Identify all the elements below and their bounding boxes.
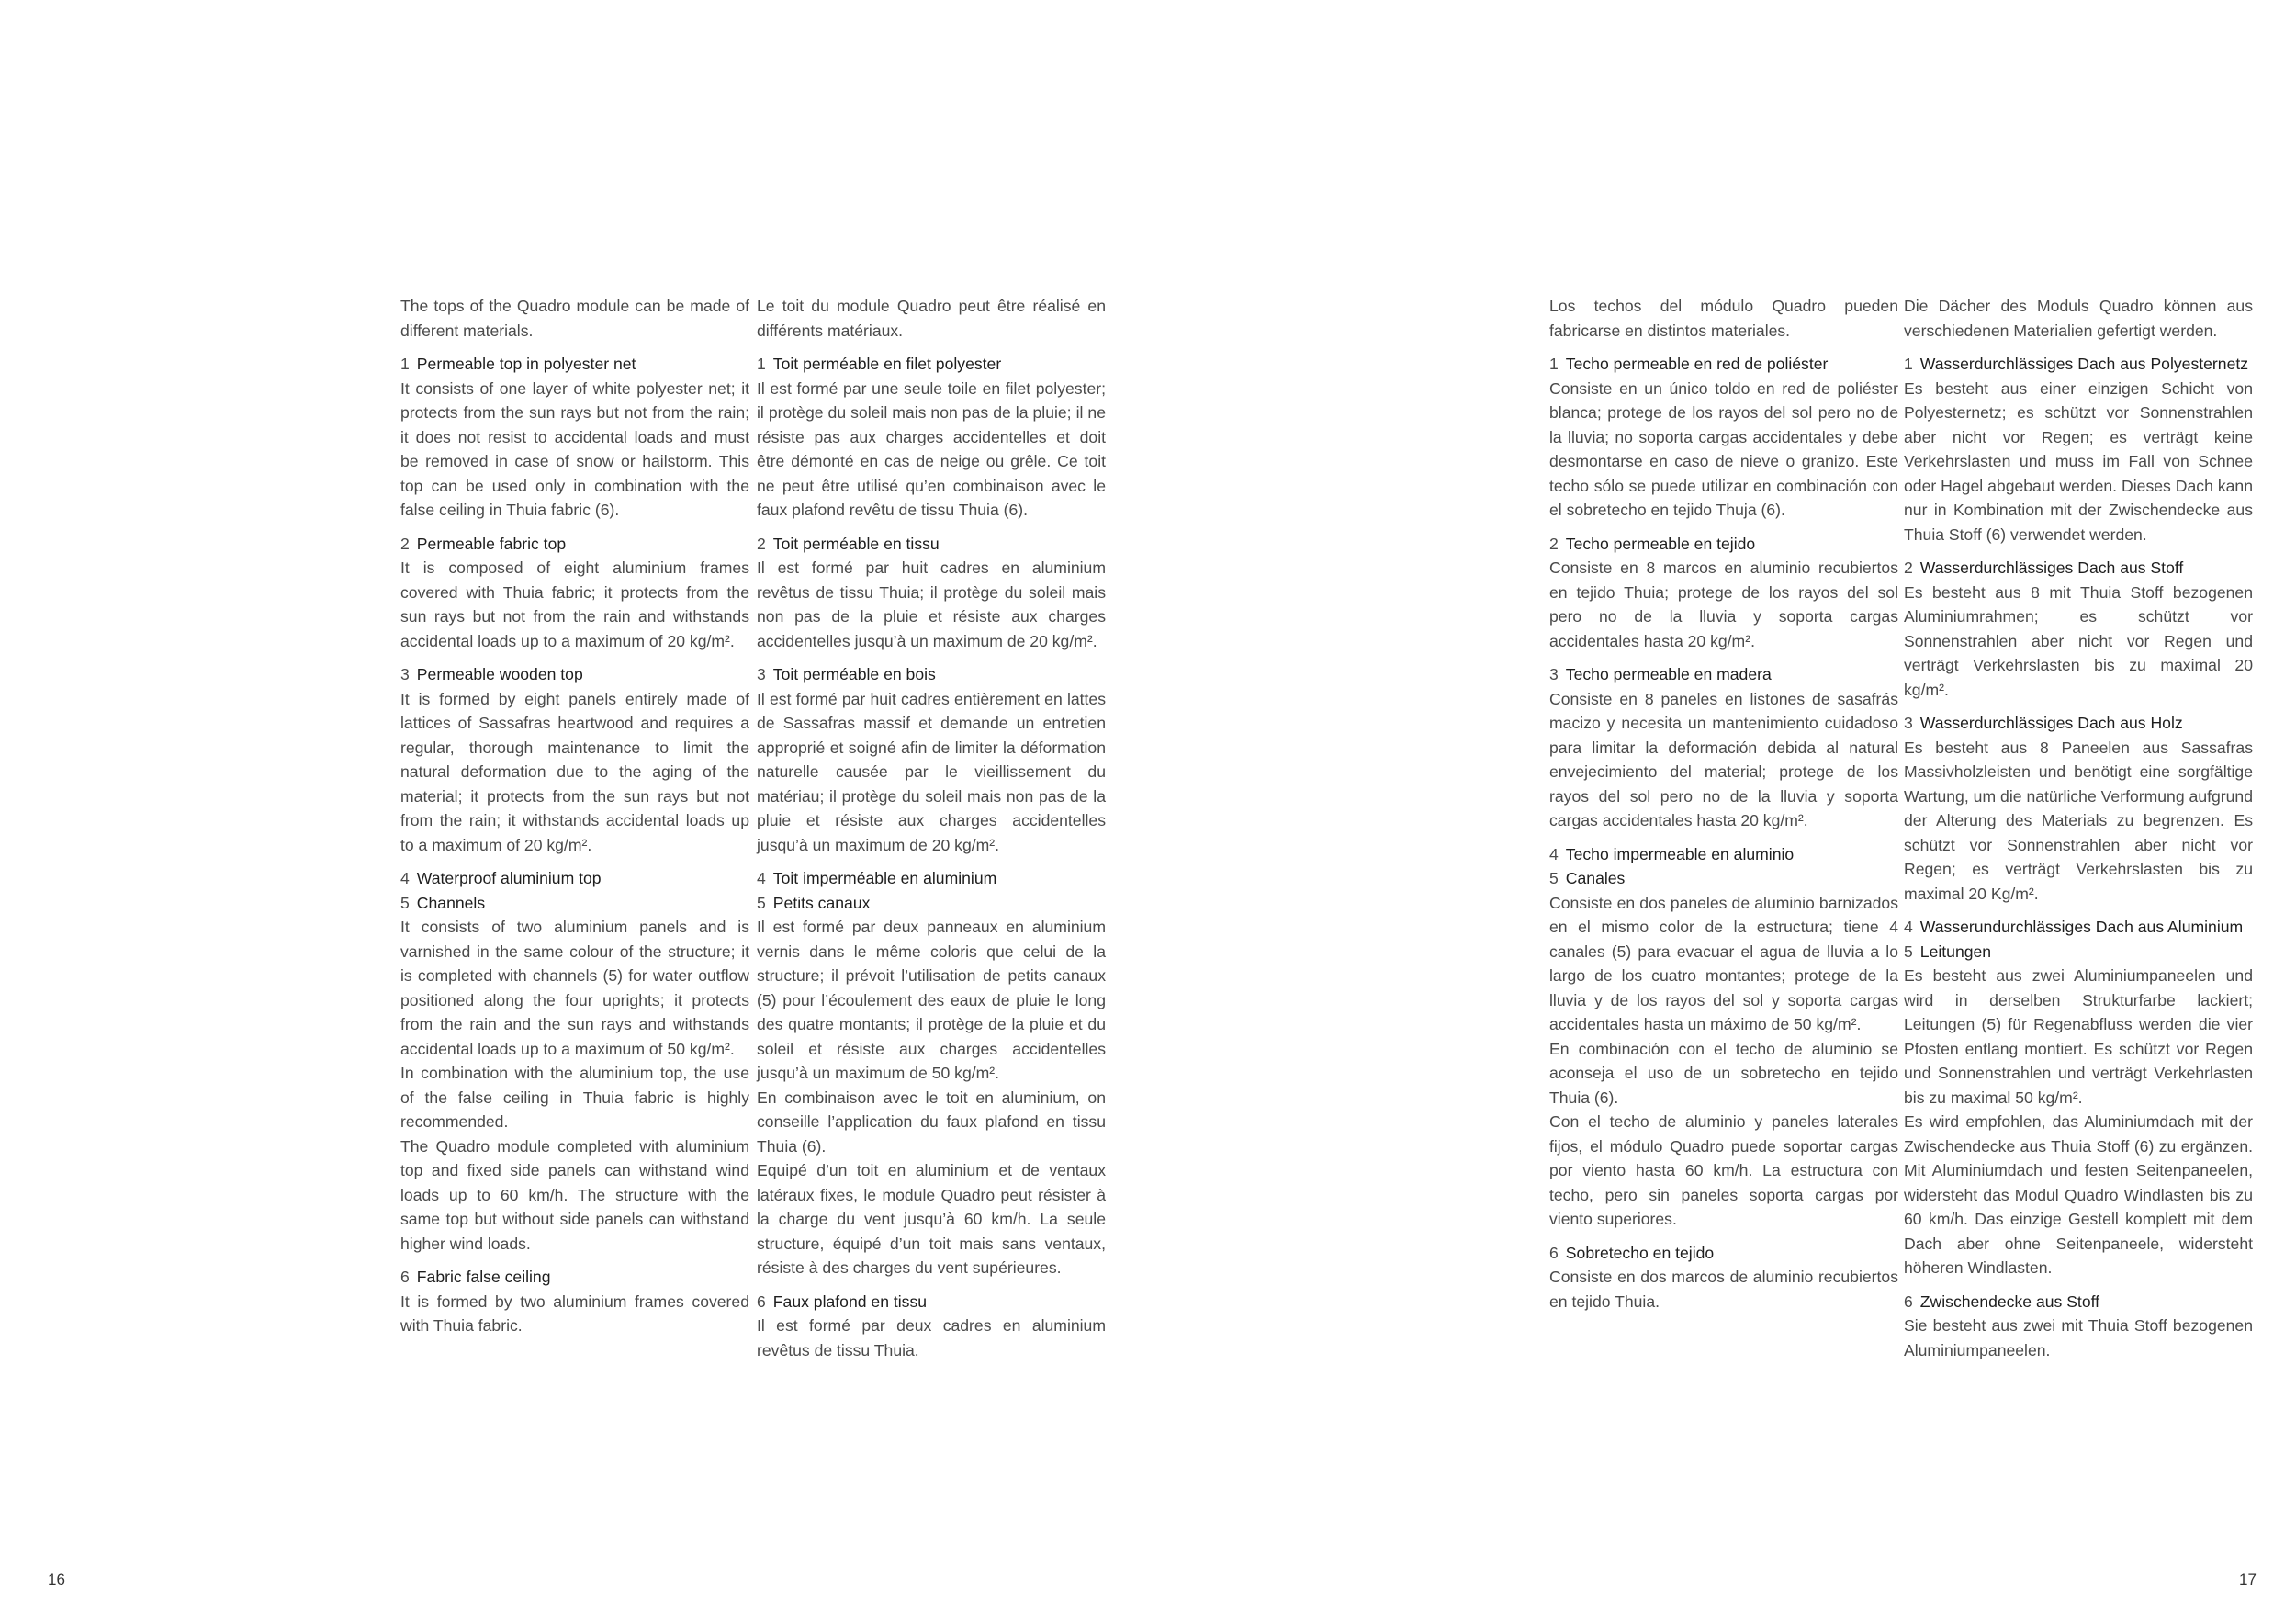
section-body: Il est formé par huit cadres entièrement en lattes de Sassafras massif et demande un entretien approprié et soigné afin de limiter la déformation naturelle causée par le vieillissement du matériau; il protège du soleil mais non pas de la pluie et résiste aux charges accidentelles jusqu’à un maximum de 20 kg/m². [757, 689, 1106, 854]
section-title: Sobretecho en tejido [1565, 1243, 1715, 1262]
section-heading [757, 662, 1106, 687]
section [757, 352, 1106, 523]
section-heading [1549, 842, 1898, 867]
section-heading [400, 891, 749, 916]
section [1549, 352, 1898, 523]
section-number: 6 [757, 1291, 766, 1311]
section-body: Es wird empfohlen, das Aluminiumdach mit der Zwischendecke aus Thuia Stoff (6) zu ergänzen. Mit Aluminiumdach und festen Seitenpaneelen, widersteht das Modul Quadro Windlasten bis zu 60 km/h. Das einzige Gestell komplett mit dem Dach aber ohne Seitenpaneele, widersteht höheren Windlasten. [1904, 1112, 2253, 1277]
section-number: 1 [1549, 355, 1559, 373]
intro-paragraph: Die Dächer des Moduls Quadro können aus verschiedenen Materialien gefertigt werden. [1904, 297, 2253, 340]
column-english [400, 294, 749, 1348]
section-heading [400, 1265, 749, 1290]
section-number: 3 [400, 665, 410, 683]
page-number-right: 17 [2239, 1571, 2257, 1588]
section-title: Wasserdurchlässiges Dach aus Holz [1919, 714, 2183, 732]
section-number: 2 [1904, 558, 1913, 577]
section-heading [1904, 556, 2253, 581]
section-number: 1 [400, 355, 410, 373]
section-title: Permeable wooden top [416, 665, 583, 683]
section-heading [757, 352, 1106, 377]
section [400, 662, 749, 857]
section-number: 6 [1549, 1243, 1559, 1262]
section [1904, 352, 2253, 547]
section [757, 532, 1106, 654]
column-french [757, 294, 1106, 1371]
section-heading [1904, 915, 2253, 940]
section-number: 6 [1904, 1291, 1913, 1311]
section-body: The Quadro module completed with aluminium top and fixed side panels can withstand wind loads up to 60 km/h. The structure with the same top but without side panels can withstand higher wind loads. [400, 1136, 749, 1253]
section-number: 5 [1549, 869, 1559, 887]
section [400, 866, 749, 1256]
section-number: 6 [400, 1268, 410, 1286]
section-title: Canales [1565, 869, 1626, 887]
section-body: Es besteht aus 8 Paneelen aus Sassafras Massivholzleisten und benötigt eine sorgfältige Wartung, um die natürliche Verformung aufgrund der Alterung des Materials zu begrenzen. Es schützt vor Sonnenstrahlen aber nicht vor Regen; es verträgt Verkehrslasten bis zu maximal 20 Kg/m². [1904, 738, 2253, 903]
section [757, 866, 1106, 1280]
section [1549, 842, 1898, 1232]
section-heading [1549, 532, 1898, 557]
section-title: Wasserundurchlässiges Dach aus Aluminium [1919, 918, 2244, 936]
section-title: Zwischendecke aus Stoff [1919, 1291, 2100, 1311]
section-heading [1549, 662, 1898, 687]
section-number: 3 [1549, 665, 1559, 683]
section [1549, 662, 1898, 833]
section-heading [1549, 352, 1898, 377]
section-heading [400, 866, 749, 891]
section-body: Consiste en 8 marcos en aluminio recubiertos en tejido Thuia; protege de los rayos del sol pero no de la lluvia y soporta cargas accidentales hasta 20 kg/m². [1549, 558, 1898, 650]
section-heading [1549, 866, 1898, 891]
section-number: 4 [1549, 844, 1559, 863]
section-title: Faux plafond en tissu [772, 1291, 928, 1311]
section [1904, 556, 2253, 702]
section-heading [400, 352, 749, 377]
section-body: Consiste en un único toldo en red de poliéster blanca; protege de los rayos del sol pero no de la lluvia; no soporta cargas accidentales y debe desmontarse en caso de nieve o granizo. Este techo sólo se puede utilizar en combinación con el sobretecho en tejido Thuja (6). [1549, 378, 1898, 519]
section-title: Waterproof aluminium top [416, 869, 602, 887]
section-number: 2 [400, 534, 410, 553]
section-number: 4 [757, 869, 766, 887]
section-heading [1904, 940, 2253, 964]
section-title: Permeable top in polyester net [416, 355, 636, 373]
section-heading [757, 532, 1106, 557]
section-body: Consiste en dos paneles de aluminio barnizados en el mismo color de la estructura; tiene 4 canales (5) para evacuar el agua de lluvia a lo largo de los cuatro montantes; protege de la lluvia y de los rayos del sol y soporta cargas accidentales hasta un máximo de 50 kg/m². [1549, 893, 1898, 1033]
section-number: 1 [1904, 355, 1913, 373]
section-body: Il est formé par une seule toile en filet polyester; il protège du soleil mais non pas de la pluie; il ne résiste pas aux charges accidentelles et doit être démonté en cas de neige ou grêle. Ce toit ne peut être utilisé qu’en combinaison avec le faux plafond revêtu de tissu Thuia (6). [757, 378, 1106, 519]
section-title: Toit perméable en tissu [772, 534, 940, 553]
section-number: 5 [757, 893, 766, 912]
section-body: Es besteht aus 8 mit Thuia Stoff bezogenen Aluminiumrahmen; es schützt vor Sonnenstrahlen aber nicht vor Regen und verträgt Verkehrslasten bis zu maximal 20 kg/m². [1904, 582, 2253, 699]
section-heading [757, 1290, 1106, 1314]
section-body: It consists of two aluminium panels and is varnished in the same colour of the structure; it is completed with channels (5) for water outflow positioned along the four uprights; it protects from the rain and the sun rays and withstands accidental loads up to a maximum of 50 kg/m². [400, 918, 749, 1058]
section-number: 4 [400, 869, 410, 887]
section-title: Toit imperméable en aluminium [772, 869, 997, 887]
section [400, 1265, 749, 1338]
section-heading [1904, 1290, 2253, 1314]
section-title: Techo permeable en madera [1565, 665, 1772, 683]
section-title: Leitungen [1919, 942, 1992, 961]
section [1904, 711, 2253, 906]
intro-paragraph: Le toit du module Quadro peut être réalisé en différents matériaux. [757, 297, 1106, 340]
section [1549, 1241, 1898, 1314]
section-title: Toit perméable en filet polyester [772, 355, 1002, 373]
intro-paragraph: The tops of the Quadro module can be made of different materials. [400, 297, 749, 340]
section-number: 3 [1904, 714, 1913, 732]
section-heading [757, 891, 1106, 916]
section [757, 1290, 1106, 1363]
section-number: 5 [1904, 942, 1913, 961]
section [1904, 915, 2253, 1280]
section-number: 3 [757, 665, 766, 683]
section-body: In combination with the aluminium top, the use of the false ceiling in Thuia fabric is highly recommended. [400, 1064, 749, 1131]
section-body: En combinaison avec le toit en aluminium, on conseille l’application du faux plafond en tissu Thuia (6). [757, 1088, 1106, 1156]
section-title: Techo impermeable en aluminio [1565, 844, 1795, 863]
section-body: Il est formé par huit cadres en aluminium revêtus de tissu Thuia; il protège du soleil mais non pas de la pluie et résiste aux charges accidentelles jusqu’à un maximum de 20 kg/m². [757, 558, 1106, 650]
section-body: Consiste en dos marcos de aluminio recubiertos en tejido Thuia. [1549, 1268, 1898, 1311]
section [400, 352, 749, 523]
section [400, 532, 749, 654]
section-heading [1549, 1241, 1898, 1266]
section-heading [400, 532, 749, 557]
page-number-left: 16 [48, 1571, 65, 1588]
section-title: Techo permeable en red de poliéster [1565, 355, 1829, 373]
section [1549, 532, 1898, 654]
column-spanish [1549, 294, 1898, 1323]
section-title: Techo permeable en tejido [1565, 534, 1756, 553]
section-title: Wasserdurchlässiges Dach aus Polyesternetz [1919, 355, 2249, 373]
section-title: Toit perméable en bois [772, 665, 936, 683]
section-body: Consiste en 8 paneles en listones de sasafrás macizo y necesita un mantenimiento cuidadoso para limitar la deformación debida al natural envejecimiento del material; protege de los rayos del sol pero no de la lluvia y soporta cargas accidentales hasta 20 kg/m². [1549, 689, 1898, 829]
section-body: It is formed by two aluminium frames covered with Thuia fabric. [400, 1291, 749, 1335]
section-title: Channels [416, 893, 486, 912]
section-body: Con el techo de aluminio y paneles laterales fijos, el módulo Quadro puede soportar cargas por viento hasta 60 km/h. La estructura con techo, pero sin paneles soporta cargas por viento superiores. [1549, 1112, 1898, 1228]
section-body: Es besteht aus zwei Aluminiumpaneelen und wird in derselben Strukturfarbe lackiert; Leitungen (5) für Regenabfluss werden die vier Pfosten entlang montiert. Es schützt vor Regen und Sonnenstrahlen und verträgt Verkehrlasten bis zu maximal 50 kg/m². [1904, 966, 2253, 1107]
section [1904, 1290, 2253, 1363]
section-title: Wasserdurchlässiges Dach aus Stoff [1919, 558, 2184, 577]
section-number: 2 [757, 534, 766, 553]
section-heading [1904, 711, 2253, 736]
column-german [1904, 294, 2253, 1371]
intro-paragraph: Los techos del módulo Quadro pueden fabricarse en distintos materiales. [1549, 297, 1898, 340]
section-title: Petits canaux [772, 893, 871, 912]
section [757, 662, 1106, 857]
section-body: Equipé d’un toit en aluminium et de ventaux latéraux fixes, le module Quadro peut résister à la charge du vent jusqu’à 60 km/h. La seule structure, équipé d’un toit mais sans ventaux, résiste à des charges du vent supérieures. [757, 1161, 1106, 1277]
section-body: It is formed by eight panels entirely made of lattices of Sassafras heartwood and requires a regular, thorough maintenance to limit the natural deformation due to the aging of the material; it protects from the sun rays but not from the rain; it withstands accidental loads up to a maximum of 20 kg/m². [400, 689, 749, 854]
section-body: It consists of one layer of white polyester net; it protects from the sun rays but not from the rain; it does not resist to accidental loads and must be removed in case of snow or hailstorm. This top can be used only in combination with the false ceiling in Thuia fabric (6). [400, 378, 749, 519]
section-number: 4 [1904, 918, 1913, 936]
section-title: Permeable fabric top [416, 534, 567, 553]
section-body: Il est formé par deux panneaux en aluminium vernis dans le même coloris que celui de la structure; il prévoit l’utilisation de petits canaux (5) pour l’écoulement des eaux de pluie le long des quatre montants; il protège de la pluie et du soleil et résiste aux charges accidentelles jusqu’à un maximum de 50 kg/m². [757, 918, 1106, 1082]
section-title: Fabric false ceiling [416, 1268, 551, 1286]
section-body: Es besteht aus einer einzigen Schicht von Polyesternetz; es schützt vor Sonnenstrahlen aber nicht vor Regen; es verträgt keine Verkehrslasten und muss im Fall von Schnee oder Hagel abgebaut werden. Dieses Dach kann nur in Kombination mit der Zwischendecke aus Thuia Stoff (6) verwendet werden. [1904, 378, 2253, 544]
section-body: Sie besteht aus zwei mit Thuia Stoff bezogenen Aluminiumpaneelen. [1904, 1316, 2253, 1359]
section-body: En combinación con el techo de aluminio se aconseja el uso de un sobretecho en tejido Thuia (6). [1549, 1039, 1898, 1107]
section-number: 2 [1549, 534, 1559, 553]
section-number: 1 [757, 355, 766, 373]
section-number: 5 [400, 893, 410, 912]
section-heading [400, 662, 749, 687]
section-body: Il est formé par deux cadres en aluminium revêtus de tissu Thuia. [757, 1316, 1106, 1359]
section-heading [757, 866, 1106, 891]
section-heading [1904, 352, 2253, 377]
section-body: It is composed of eight aluminium frames covered with Thuia fabric; it protects from the sun rays but not from the rain and withstands accidental loads up to a maximum of 20 kg/m². [400, 558, 749, 650]
